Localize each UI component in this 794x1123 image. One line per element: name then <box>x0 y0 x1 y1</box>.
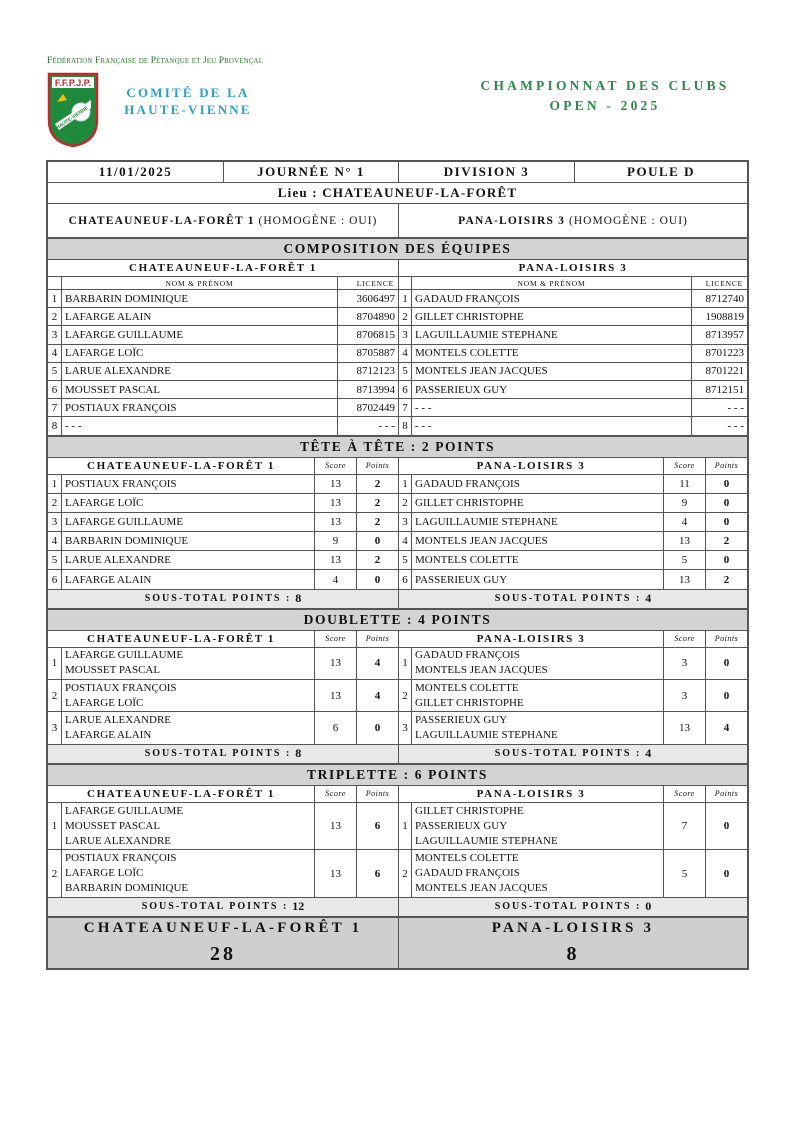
player-name: MOUSSET PASCAL <box>61 381 337 398</box>
composition-team-a: CHATEAUNEUF-LA-FORÊT 1 <box>129 262 317 274</box>
score-a: 4 <box>314 570 356 588</box>
match-number: 1 <box>51 477 58 490</box>
player-name: GILLET CHRISTOPHE <box>415 804 524 817</box>
composition-row <box>48 398 747 416</box>
match-number: 6 <box>51 573 58 586</box>
player-licence: - - - <box>337 417 398 434</box>
score-a: 13 <box>314 494 356 512</box>
ffpjp-logo-icon <box>47 72 99 148</box>
score-b: 9 <box>663 494 705 512</box>
svg-text:HAUTE-VIENNE: HAUTE-VIENNE <box>55 105 90 132</box>
final-team-a-name: CHATEAUNEUF-LA-FORÊT 1 <box>83 919 363 936</box>
final-score-b: 8 <box>566 942 580 965</box>
score-b: 3 <box>663 680 705 711</box>
score-a: 13 <box>314 551 356 569</box>
composition-row <box>48 307 747 325</box>
doublette-match-row <box>48 647 747 679</box>
player-name: - - - <box>411 417 691 434</box>
teams-row <box>48 203 747 237</box>
team-b-header <box>398 204 747 237</box>
tete-match-row <box>48 474 747 493</box>
player-number: 8 <box>51 419 58 432</box>
tete-column-headers <box>48 457 747 474</box>
doublette-players-a <box>61 648 314 679</box>
points-a: 4 <box>356 680 398 711</box>
doublette-subtotal-a: SOUS-TOTAL POINTS : 8 <box>48 745 398 763</box>
match-date: 11/01/2025 <box>98 164 173 179</box>
player-number: 2 <box>398 308 411 325</box>
tete-players-a: LAFARGE GUILLAUME <box>61 513 314 531</box>
col-licence-a: LICENCE <box>337 277 398 289</box>
player-licence: 8713957 <box>691 326 747 343</box>
comite-title <box>112 84 264 118</box>
doublette-subtotal-row <box>48 744 747 763</box>
match-number: 3 <box>398 712 411 743</box>
player-number: 6 <box>51 383 58 396</box>
player-licence: 8702449 <box>337 399 398 416</box>
match-number: 3 <box>51 722 58 735</box>
team-a-header <box>48 204 398 237</box>
tete-players-b: GILLET CHRISTOPHE <box>411 494 663 512</box>
doublette-players-b <box>411 712 663 743</box>
match-number: 1 <box>51 657 58 670</box>
points-b: 4 <box>705 712 747 743</box>
points-b: 0 <box>705 680 747 711</box>
player-number: 7 <box>51 401 58 414</box>
composition-row <box>48 416 747 434</box>
score-a: 13 <box>314 648 356 679</box>
score-a: 13 <box>314 513 356 531</box>
composition-row <box>48 362 747 380</box>
final-team-b-name: PANA-LOISIRS 3 <box>491 919 655 936</box>
points-a: 2 <box>356 513 398 531</box>
match-poule: POULE D <box>574 162 747 182</box>
points-b: 0 <box>705 494 747 512</box>
score-a: 13 <box>314 803 356 850</box>
player-name: LAGUILLAUMIE STEPHANE <box>415 834 558 847</box>
player-name: GADAUD FRANÇOIS <box>415 867 520 880</box>
match-number: 4 <box>51 535 58 548</box>
player-licence: - - - <box>691 417 747 434</box>
player-licence: 8701223 <box>691 345 747 362</box>
score-b: 13 <box>663 532 705 550</box>
tete-subtotal-a: SOUS-TOTAL POINTS : 8 <box>48 590 398 608</box>
comite-line1: COMITÉ DE LA <box>126 85 250 100</box>
section-tete-a-tete: TÊTE À TÊTE : 2 POINTS <box>48 437 747 457</box>
score-b: 5 <box>663 850 705 897</box>
match-number: 2 <box>51 867 58 880</box>
player-name: LAGUILLAUMIE STEPHANE <box>411 326 691 343</box>
player-name: MONTELS JEAN JACQUES <box>415 664 548 677</box>
player-name: LAFARGE GUILLAUME <box>65 649 184 662</box>
match-number: 2 <box>398 680 411 711</box>
player-number: 2 <box>51 310 58 323</box>
doublette-team-b: PANA-LOISIRS 3 <box>398 631 663 647</box>
col-score-b: Score <box>663 458 705 474</box>
final-score-row <box>48 916 747 968</box>
tete-match-row <box>48 531 747 550</box>
match-number: 6 <box>398 570 411 588</box>
triplette-team-a: CHATEAUNEUF-LA-FORÊT 1 <box>87 787 275 800</box>
score-b: 7 <box>663 803 705 850</box>
match-number: 2 <box>398 494 411 512</box>
player-name: - - - <box>61 417 337 434</box>
player-number: 7 <box>398 399 411 416</box>
match-division: DIVISION 3 <box>398 162 574 182</box>
score-b: 11 <box>663 475 705 493</box>
match-number: 2 <box>398 850 411 897</box>
score-b: 13 <box>663 712 705 743</box>
player-name: LAFARGE GUILLAUME <box>61 326 337 343</box>
tete-players-b: GADAUD FRANÇOIS <box>411 475 663 493</box>
points-b: 0 <box>705 803 747 850</box>
score-b: 4 <box>663 513 705 531</box>
score-b: 3 <box>663 648 705 679</box>
player-name: POSTIAUX FRANÇOIS <box>65 852 177 865</box>
composition-row <box>48 289 747 307</box>
tete-players-a: BARBARIN DOMINIQUE <box>61 532 314 550</box>
composition-team-b: PANA-LOISIRS 3 <box>398 260 747 276</box>
triplette-team-b: PANA-LOISIRS 3 <box>398 786 663 802</box>
player-name: POSTIAUX FRANÇOIS <box>65 681 177 694</box>
triplette-players-b <box>411 803 663 850</box>
final-team-a <box>48 918 398 968</box>
player-licence: 8712151 <box>691 381 747 398</box>
final-score-a: 28 <box>210 942 236 965</box>
player-name: MONTELS COLETTE <box>415 852 519 865</box>
score-a: 13 <box>314 680 356 711</box>
player-name: PASSERIEUX GUY <box>411 381 691 398</box>
tete-players-b: PASSERIEUX GUY <box>411 570 663 588</box>
player-licence: 8705887 <box>337 345 398 362</box>
tete-match-row <box>48 569 747 588</box>
player-licence: 3606497 <box>337 290 398 307</box>
svg-text:F.F.P.J.P.: F.F.P.J.P. <box>54 78 92 88</box>
match-number: 2 <box>51 689 58 702</box>
player-licence: - - - <box>691 399 747 416</box>
match-lieu: Lieu : CHATEAUNEUF-LA-FORÊT <box>277 185 518 200</box>
match-number: 1 <box>398 803 411 850</box>
match-number: 1 <box>51 820 58 833</box>
col-score-a: Score <box>314 458 356 474</box>
championship-line1: CHAMPIONNAT DES CLUBS <box>480 78 730 93</box>
points-a: 2 <box>356 475 398 493</box>
player-licence: 8704890 <box>337 308 398 325</box>
points-a: 0 <box>356 712 398 743</box>
score-a: 9 <box>314 532 356 550</box>
player-name: PASSERIEUX GUY <box>415 819 508 832</box>
triplette-players-a <box>61 803 314 850</box>
points-a: 4 <box>356 648 398 679</box>
player-number: 8 <box>398 417 411 434</box>
triplette-match-row <box>48 802 747 850</box>
score-a: 13 <box>314 475 356 493</box>
player-number: 3 <box>398 326 411 343</box>
triplette-match-row <box>48 849 747 897</box>
match-number: 5 <box>51 554 58 567</box>
composition-column-headers <box>48 276 747 289</box>
player-name: LARUE ALEXANDRE <box>65 714 172 727</box>
player-number: 5 <box>398 363 411 380</box>
player-number: 4 <box>51 347 58 360</box>
player-name: BARBARIN DOMINIQUE <box>61 290 337 307</box>
player-name: LAFARGE LOÏC <box>65 696 144 709</box>
triplette-subtotal-a: SOUS-TOTAL POINTS : 12 <box>48 898 398 916</box>
player-number: 3 <box>51 328 58 341</box>
points-a: 0 <box>356 570 398 588</box>
points-b: 0 <box>705 513 747 531</box>
match-number: 4 <box>398 532 411 550</box>
doublette-match-row <box>48 711 747 743</box>
final-team-b <box>398 918 747 968</box>
composition-row <box>48 380 747 398</box>
points-a: 2 <box>356 494 398 512</box>
tete-match-row <box>48 493 747 512</box>
tete-match-row <box>48 512 747 531</box>
player-licence: 8701221 <box>691 363 747 380</box>
col-points-b: Points <box>705 458 747 474</box>
player-name: MONTELS JEAN JACQUES <box>415 882 548 895</box>
player-name: LARUE ALEXANDRE <box>65 834 172 847</box>
player-name: MONTELS JEAN JACQUES <box>411 363 691 380</box>
composition-row <box>48 325 747 343</box>
player-name: LAFARGE LOÏC <box>61 345 337 362</box>
match-info-row <box>48 162 747 182</box>
col-points-a: Points <box>356 458 398 474</box>
doublette-players-a <box>61 680 314 711</box>
team-a-name: CHATEAUNEUF-LA-FORÊT 1 <box>68 214 255 227</box>
player-name: POSTIAUX FRANÇOIS <box>61 399 337 416</box>
player-number: 6 <box>398 381 411 398</box>
player-number: 5 <box>51 365 58 378</box>
doublette-match-row <box>48 679 747 711</box>
player-number: 1 <box>51 292 58 305</box>
tete-players-a: LAFARGE ALAIN <box>61 570 314 588</box>
tete-players-a: POSTIAUX FRANÇOIS <box>61 475 314 493</box>
points-b: 0 <box>705 648 747 679</box>
tete-match-row <box>48 550 747 569</box>
tete-players-b: MONTELS JEAN JACQUES <box>411 532 663 550</box>
player-name: MOUSSET PASCAL <box>65 819 161 832</box>
player-name: BARBARIN DOMINIQUE <box>65 882 189 895</box>
player-licence: 8713994 <box>337 381 398 398</box>
points-b: 0 <box>705 475 747 493</box>
player-name: LAGUILLAUMIE STEPHANE <box>415 729 558 742</box>
points-b: 0 <box>705 850 747 897</box>
doublette-players-b <box>411 680 663 711</box>
score-b: 13 <box>663 570 705 588</box>
player-name: GILLET CHRISTOPHE <box>411 308 691 325</box>
points-a: 6 <box>356 803 398 850</box>
doublette-players-a <box>61 712 314 743</box>
tete-players-b: LAGUILLAUMIE STEPHANE <box>411 513 663 531</box>
section-doublette: DOUBLETTE : 4 POINTS <box>48 610 747 630</box>
col-nom-prenom-a: NOM & PRÉNOM <box>61 277 337 289</box>
match-number: 1 <box>398 475 411 493</box>
match-number: 3 <box>398 513 411 531</box>
match-number: 3 <box>51 515 58 528</box>
triplette-subtotal-row <box>48 897 747 916</box>
player-licence: 8706815 <box>337 326 398 343</box>
col-nom-prenom-b: NOM & PRÉNOM <box>411 277 691 289</box>
match-number: 2 <box>51 496 58 509</box>
tete-players-a: LARUE ALEXANDRE <box>61 551 314 569</box>
section-composition: COMPOSITION DES ÉQUIPES <box>48 239 747 259</box>
points-b: 2 <box>705 532 747 550</box>
match-number: 5 <box>398 551 411 569</box>
tete-subtotal-row <box>48 589 747 608</box>
composition-row <box>48 344 747 362</box>
player-name: MONTELS COLETTE <box>411 345 691 362</box>
player-number: 1 <box>398 290 411 307</box>
points-a: 6 <box>356 850 398 897</box>
tete-subtotal-b: SOUS-TOTAL POINTS : 4 <box>398 590 747 608</box>
doublette-players-b <box>411 648 663 679</box>
player-name: MONTELS COLETTE <box>415 681 519 694</box>
score-b: 5 <box>663 551 705 569</box>
points-b: 0 <box>705 551 747 569</box>
player-name: LAFARGE LOÏC <box>65 867 144 880</box>
match-number: 1 <box>398 648 411 679</box>
player-number: 4 <box>398 345 411 362</box>
comite-line2: HAUTE-VIENNE <box>124 102 252 117</box>
triplette-subtotal-b: SOUS-TOTAL POINTS : 0 <box>398 898 747 916</box>
team-b-name: PANA-LOISIRS 3 <box>458 214 566 227</box>
doublette-column-headers: CHATEAUNEUF-LA-FORÊT 1 Score Points PANA-LOISIRS 3 Score Points <box>48 630 747 647</box>
player-name: LAFARGE ALAIN <box>61 308 337 325</box>
triplette-column-headers: CHATEAUNEUF-LA-FORÊT 1 Score Points PANA-LOISIRS 3 Score Points <box>48 785 747 802</box>
player-name: GILLET CHRISTOPHE <box>415 696 524 709</box>
team-a-homogene: (HOMOGÈNE : OUI) <box>254 214 378 227</box>
player-name: PASSERIEUX GUY <box>415 714 508 727</box>
match-journee: JOURNÉE N° 1 <box>223 162 398 182</box>
triplette-players-a <box>61 850 314 897</box>
championship-title <box>460 76 750 116</box>
triplette-players-b <box>411 850 663 897</box>
championship-line2: OPEN - 2025 <box>549 98 661 113</box>
player-licence: 1908819 <box>691 308 747 325</box>
player-name: MOUSSET PASCAL <box>65 664 161 677</box>
score-a: 13 <box>314 850 356 897</box>
player-licence: 8712740 <box>691 290 747 307</box>
points-b: 2 <box>705 570 747 588</box>
tete-team-b: PANA-LOISIRS 3 <box>398 458 663 474</box>
player-name: - - - <box>411 399 691 416</box>
doublette-team-a: CHATEAUNEUF-LA-FORÊT 1 <box>87 632 275 645</box>
points-a: 0 <box>356 532 398 550</box>
federation-name: Fédération Française de Pétanque et Jeu Provençal <box>47 56 264 66</box>
player-name: LAFARGE ALAIN <box>65 729 152 742</box>
player-name: GADAUD FRANÇOIS <box>411 290 691 307</box>
match-sheet <box>46 160 749 970</box>
player-licence: 8712123 <box>337 363 398 380</box>
doublette-subtotal-b: SOUS-TOTAL POINTS : 4 <box>398 745 747 763</box>
team-b-homogene: (HOMOGÈNE : OUI) <box>565 214 688 227</box>
player-name: LARUE ALEXANDRE <box>61 363 337 380</box>
tete-players-b: MONTELS COLETTE <box>411 551 663 569</box>
tete-players-a: LAFARGE LOÏC <box>61 494 314 512</box>
player-name: GADAUD FRANÇOIS <box>415 649 520 662</box>
col-licence-b: LICENCE <box>691 277 747 289</box>
score-a: 6 <box>314 712 356 743</box>
player-name: LAFARGE GUILLAUME <box>65 804 184 817</box>
section-triplette: TRIPLETTE : 6 POINTS <box>48 765 747 785</box>
points-a: 2 <box>356 551 398 569</box>
tete-team-a: CHATEAUNEUF-LA-FORÊT 1 <box>87 459 275 472</box>
